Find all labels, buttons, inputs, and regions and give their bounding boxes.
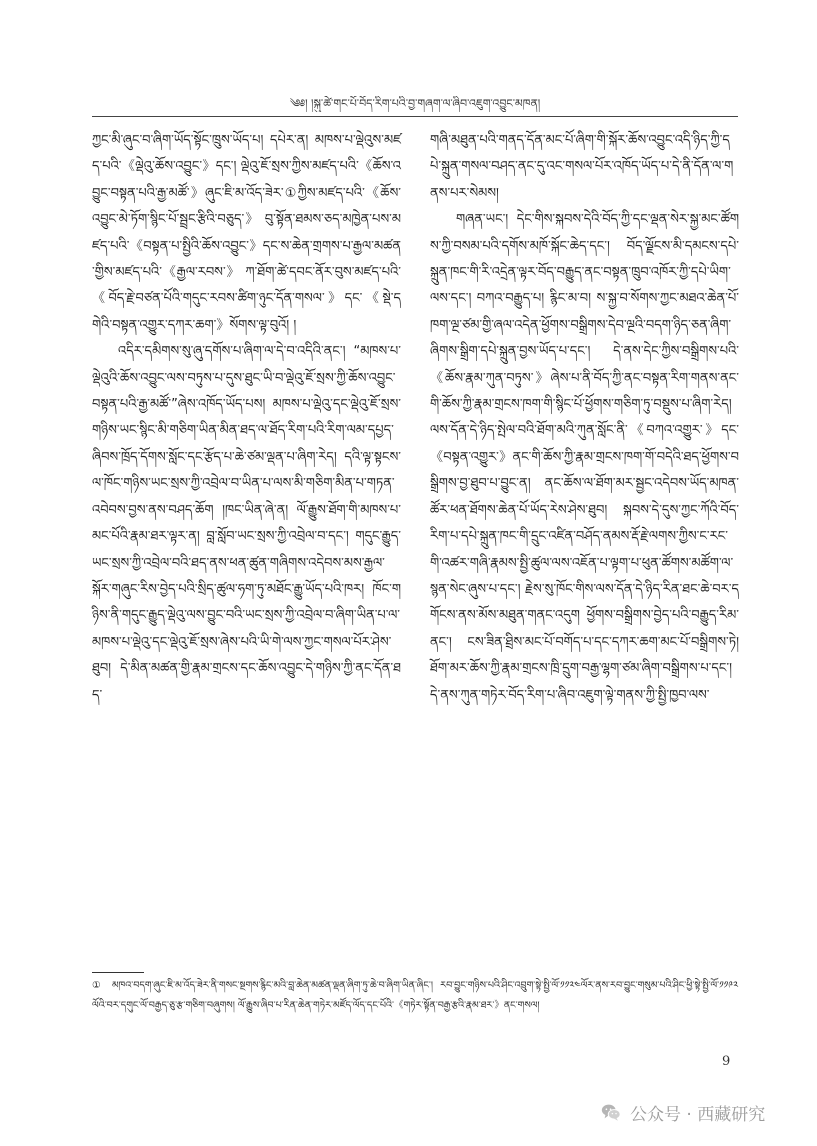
footnote: ① མཁའ་བདག་ཞུང་ཇི་མ་འོད་ཟེར་ནི་གསང་སྔགས་རྙིང་མའི་བླ་ཆེན་མཚན་ལྡན་ཞིག་ཏུ་ཆེ་བ་ཞིག་ཡིན་ཞིང་། རབ་བྱུང་གཉིས་པའི་ཤིང་འབྲུག་སྟེ་སྤྱི་ལོ་༡༡༢༤ལོར་ནས་རབ་བྱུང་གསུམ་པའི་ཤིང་ཕྱི་སྟེ་སྤྱི་ལོ་༡༡༩༢ལོའི་བར་དགུང་ལོ་བརྒྱད་ཅུ་རྩ་གཅིག་བཞུགས། ལོ་རྒྱུས་ཞིབ་པ་རིན་ཆེན་གཏེར་མཛོད་ལོད་དང་པོའི་《གཏེར་སྟོན་བརྒྱ་རྩའི་རྣམ་ཐར་》ནང་གསལ། bbox=[92, 980, 738, 1011]
footnote-rule bbox=[92, 972, 144, 973]
wechat-icon bbox=[600, 1101, 622, 1123]
watermark bbox=[600, 1098, 765, 1126]
paragraph: འདིར་དམིགས་སུ་ཞུ་དགོས་པ་ཞིག་ལ་དེ་བ་འདིའི་ནང་། “མཁས་པ་ལྡེའུའི་ཆོས་འབྱུང་ལས་བཏུས་པ་དུས་ཐུང་ཡི་བ་ལྡེའུ་ཇོ་སྲས་ཀྱི་ཆོས་འབྱུང་བསྟན་པའི་རྒྱ་མཚོ་”ཞེས་འཁོད་ཡོད་པས། མཁས་པ་ལྡེའུ་དང་ལྡེའུ་ཇོ་སྲས་གཉིས་ཡང་སྙིང་མི་གཅིག་ཡིན་མིན་ཐད་ལ་ཐོད་རིག་པའི་རིག་ལམ་དཔྱད་ཞིབས་ཁྲོད་དོགས་སློང་དང་རྩོད་པ་ཆེ་ཙམ་ལྡན་པ་ཞིག་རེད། དའི་ལྟ་སྟངས་ལ་ཁོང་གཉིས་ཡང་སྲས་ཀྱི་འབྲེལ་བ་ཡིན་པ་ལས་མི་གཅིག་མིན་པ་གཏན་འབེབས་བྱས་ནས་བཤད་ཆོག །ཁང་ཡིན་ཞེ་ན། ལོ་རྒྱུས་ཐོག་གི་མཁས་པ་མང་པོའི་རྣམ་ཐར་ལྟར་ན། བླ་སློབ་ཡང་སྲས་ཀྱི་འབྲེལ་བ་དང་། གདུང་རྒྱུད་ཡང་སྲས་ཀྱི་འབྲེལ་བའི་ཐད་ནས་ཕན་ཚུན་གཞིགས་འདེབས་མས་རྒྱལ་སྐོར་གཞུང་རིས་བྱེད་པའི་སྲིད་ཚུལ་ཧག་ཏུ་མཐོང་རྒྱུ་ཡོད་པའི་ཁར། ཁོང་གཉིས་ནི་གདུང་རྒྱུད་ལྡེའུ་ལས་བྱུང་བའི་ཡང་སྲས་ཀྱི་འབྲེལ་བ་ཞིག་ཡིན་པ་ལ་མཁས་པ་ལྡེའུ་དང་ལྡེའུ་ཇོ་སྲས་ཞེས་པའི་ཡི་གེ་ལས་ཀྱང་གསལ་པོར་ཤེས་ཐུབ། དེ་མིན་མཚན་གྱི་རྣམ་གྲངས་དང་ཆོས་འབྱུང་དེ་གཉིས་ཀྱི་ནང་དོན་ཐད་ bbox=[92, 344, 401, 703]
left-column bbox=[92, 128, 401, 709]
watermark-text: 公众号 · 西藏研究 bbox=[630, 1104, 766, 1125]
right-column bbox=[430, 128, 739, 709]
paragraph: གཞན་ཡང་། དེང་གིས་སྐབས་དེའི་བོད་ཀྱི་དང་ལྡན་སེར་སྐྱ་མང་ཚོགས་ཀྱི་བསམ་པའི་དགོས་མཁོ་སྐོང་ཆེད་དང་། བོད་ལྗོངས་མི་དམངས་དཔེ་སྐྲུན་ཁང་གི་རི་འདྲེན་ལྟར་བོད་བརྒྱུད་ནང་བསྟན་ཁྲུབ་འཁོར་ཀྱི་དཔེ་ཡིག་ལས་དང་། བཀའ་བརྒྱུད་པ། རྙིང་མ་བ། ས་སྐྱ་བ་སོགས་ཀྱང་མཐའ་ཆེན་པོ་ཁག་ལྔ་ཙམ་གྱི་ཞལ་འདེན་ཕྱོགས་བསྒྲིགས་དེབ་ལྔའི་བདག་ཉིད་ཅན་ཞིག་ཞིགས་སྒྲིག་དཔེ་སྐྲུན་བྱས་ཡོད་པ་དང་། དེ་ནས་དེང་ཀྱིས་བསྒྲིགས་པའི་《ཆོས་རྣམ་ཀུན་བཏུས་》ཞེས་པ་ནི་བོད་ཀྱི་ནང་བསྟན་རིག་གནས་ནང་གི་ཆོས་ཀྱི་རྣམ་གྲངས་ཁག་གི་སྙིང་པོ་ཕྱོགས་གཅིག་ཏུ་བསྡུས་པ་ཞིག་རེད། ལས་དོན་དེ་ཉིད་སྤེལ་བའི་ཐོག་མའི་ཀུན་སློང་ནི་《བཀའ་འགྱུར་》དང་《བསྟན་འགྱུར་》ནང་གི་ཆོས་ཀྱི་རྣམ་གྲངས་ཁག་གོ་བདེའི་ཐད་ཕྱོགས་བསྒྲིགས་བྱ་ཐུབ་པ་བྱུང་ན། ནང་ཆོས་ལ་ཐོག་མར་སྦྱང་འདེབས་ཡོད་མཁན་ཚོར་ཕན་ཐོགས་ཆེན་པོ་ཡོད་རེས་ཤེས་ཐུབ། སྐབས་དེ་དུས་ཀྱང་ཀོའི་བོད་རིག་པ་དཔེ་སྐྲུན་ཁང་གི་དྲུང་འཛིན་བཤོད་ནམས་རྡོ་རྗེ་ལགས་ཀྱིས་ང་རང་གི་འཚར་གཞི་རྣམས་སྤྱི་ཚུལ་ལས་འཇོན་པ་ལྟག་པ་ཕུན་ཚོགས་མཚོག་ལ་སྙན་སེང་ཞུས་པ་དང་། རྗེས་སུ་ཁོང་གིས་ལས་དོན་དེ་ཉིད་རིན་ཐང་ཆེ་བར་དགོངས་ནས་མོས་མཐུན་གནང་འདུག ཕྱོགས་བསྒྲིགས་བྱེད་པའི་བརྒྱུད་རིམ་ནང་། ངས་ཟིན་ཐྲིས་མང་པོ་བགོད་པ་དང་དཀར་ཆག་མང་པོ་བསྒྲིགས་ཏེ། ཐོག་མར་ཆོས་ཀྱི་རྣམ་གྲངས་ཁྲི་དྲུག་བརྒྱ་ལྷག་ཙམ་ཞིག་བསྒྲིགས་པ་དང་། དེ་ནས་ཀུན་གཏེར་བོད་རིག་པ་ཞིབ་འཇུག་ལྟེ་གནས་ཀྱི་སྤྱི་ཁྱབ་ལས་ bbox=[430, 212, 739, 703]
running-header: ༄༅། །སྐུ་ཚེ་གང་པོ་བོད་རིག་པའི་བྱ་གཞག་ལ་ཞིབ་འཇུག་འབྱུང་མཁན། bbox=[289, 97, 541, 110]
paragraph: ཀྱང་མི་ཞུང་བ་ཞིག་ཡོད་སྟོང་ཁྲུས་ཡོད་པ། དཔེར་ན། མཁས་པ་ལྡེའུས་མཛད་པའི་《ལྡེའུ་ཆོས་འབྱུང་》དང་། ལྡེའུ་ཇོ་སྲས་ཀྱིས་མཛད་པའི་《ཆོས་འབྱུང་བསྟན་པའི་རྒྱ་མཚོ་》ཞུང་ཇི་མ་འོད་ཟེར་①ཀྱིས་མཛད་པའི་《ཆོས་འབྱུང་མེ་ཏོག་སྙིང་པོ་སྦྲང་རྩིའི་བཅུད་》 བུ་སྟོན་ཐམས་ཅད་མཁྱེན་པས་མཛད་པའི་《བསྟན་པ་སྤྱིའི་ཆོས་འབྱུང་》དང་ས་ཆེན་གྲགས་པ་རྒྱལ་མཚན་གྱིས་མཛད་པའི་《རྒྱལ་རབས་》 ཀ་ཐོག་ཚེ་དབང་ནོར་བུས་མཛད་པའི་《བོད་རྗེ་བཙན་པོའི་གདུང་རབས་ཚིག་ཉུང་དོན་གསལ་》དང་《སྡེ་དགེའི་བསྟན་འགྱུར་དཀར་ཆག་》སོགས་ལྟ་བུའོ། ། bbox=[92, 133, 401, 333]
page-number: 9 bbox=[722, 1054, 731, 1069]
paragraph: གཞི་མཐུན་པའི་གནད་དོན་མང་པོ་ཞིག་གི་སྐོར་ཆོས་འབྱུང་འདི་ཉིད་ཀྱི་དཔེ་སྐྲུན་གསལ་བཤད་ནང་དུ་འང་གསལ་པོར་འཁོད་ཡོད་པ་དེ་ནི་དོན་ལ་གནས་པར་སེམས། bbox=[430, 133, 734, 201]
header-rule bbox=[92, 116, 738, 117]
